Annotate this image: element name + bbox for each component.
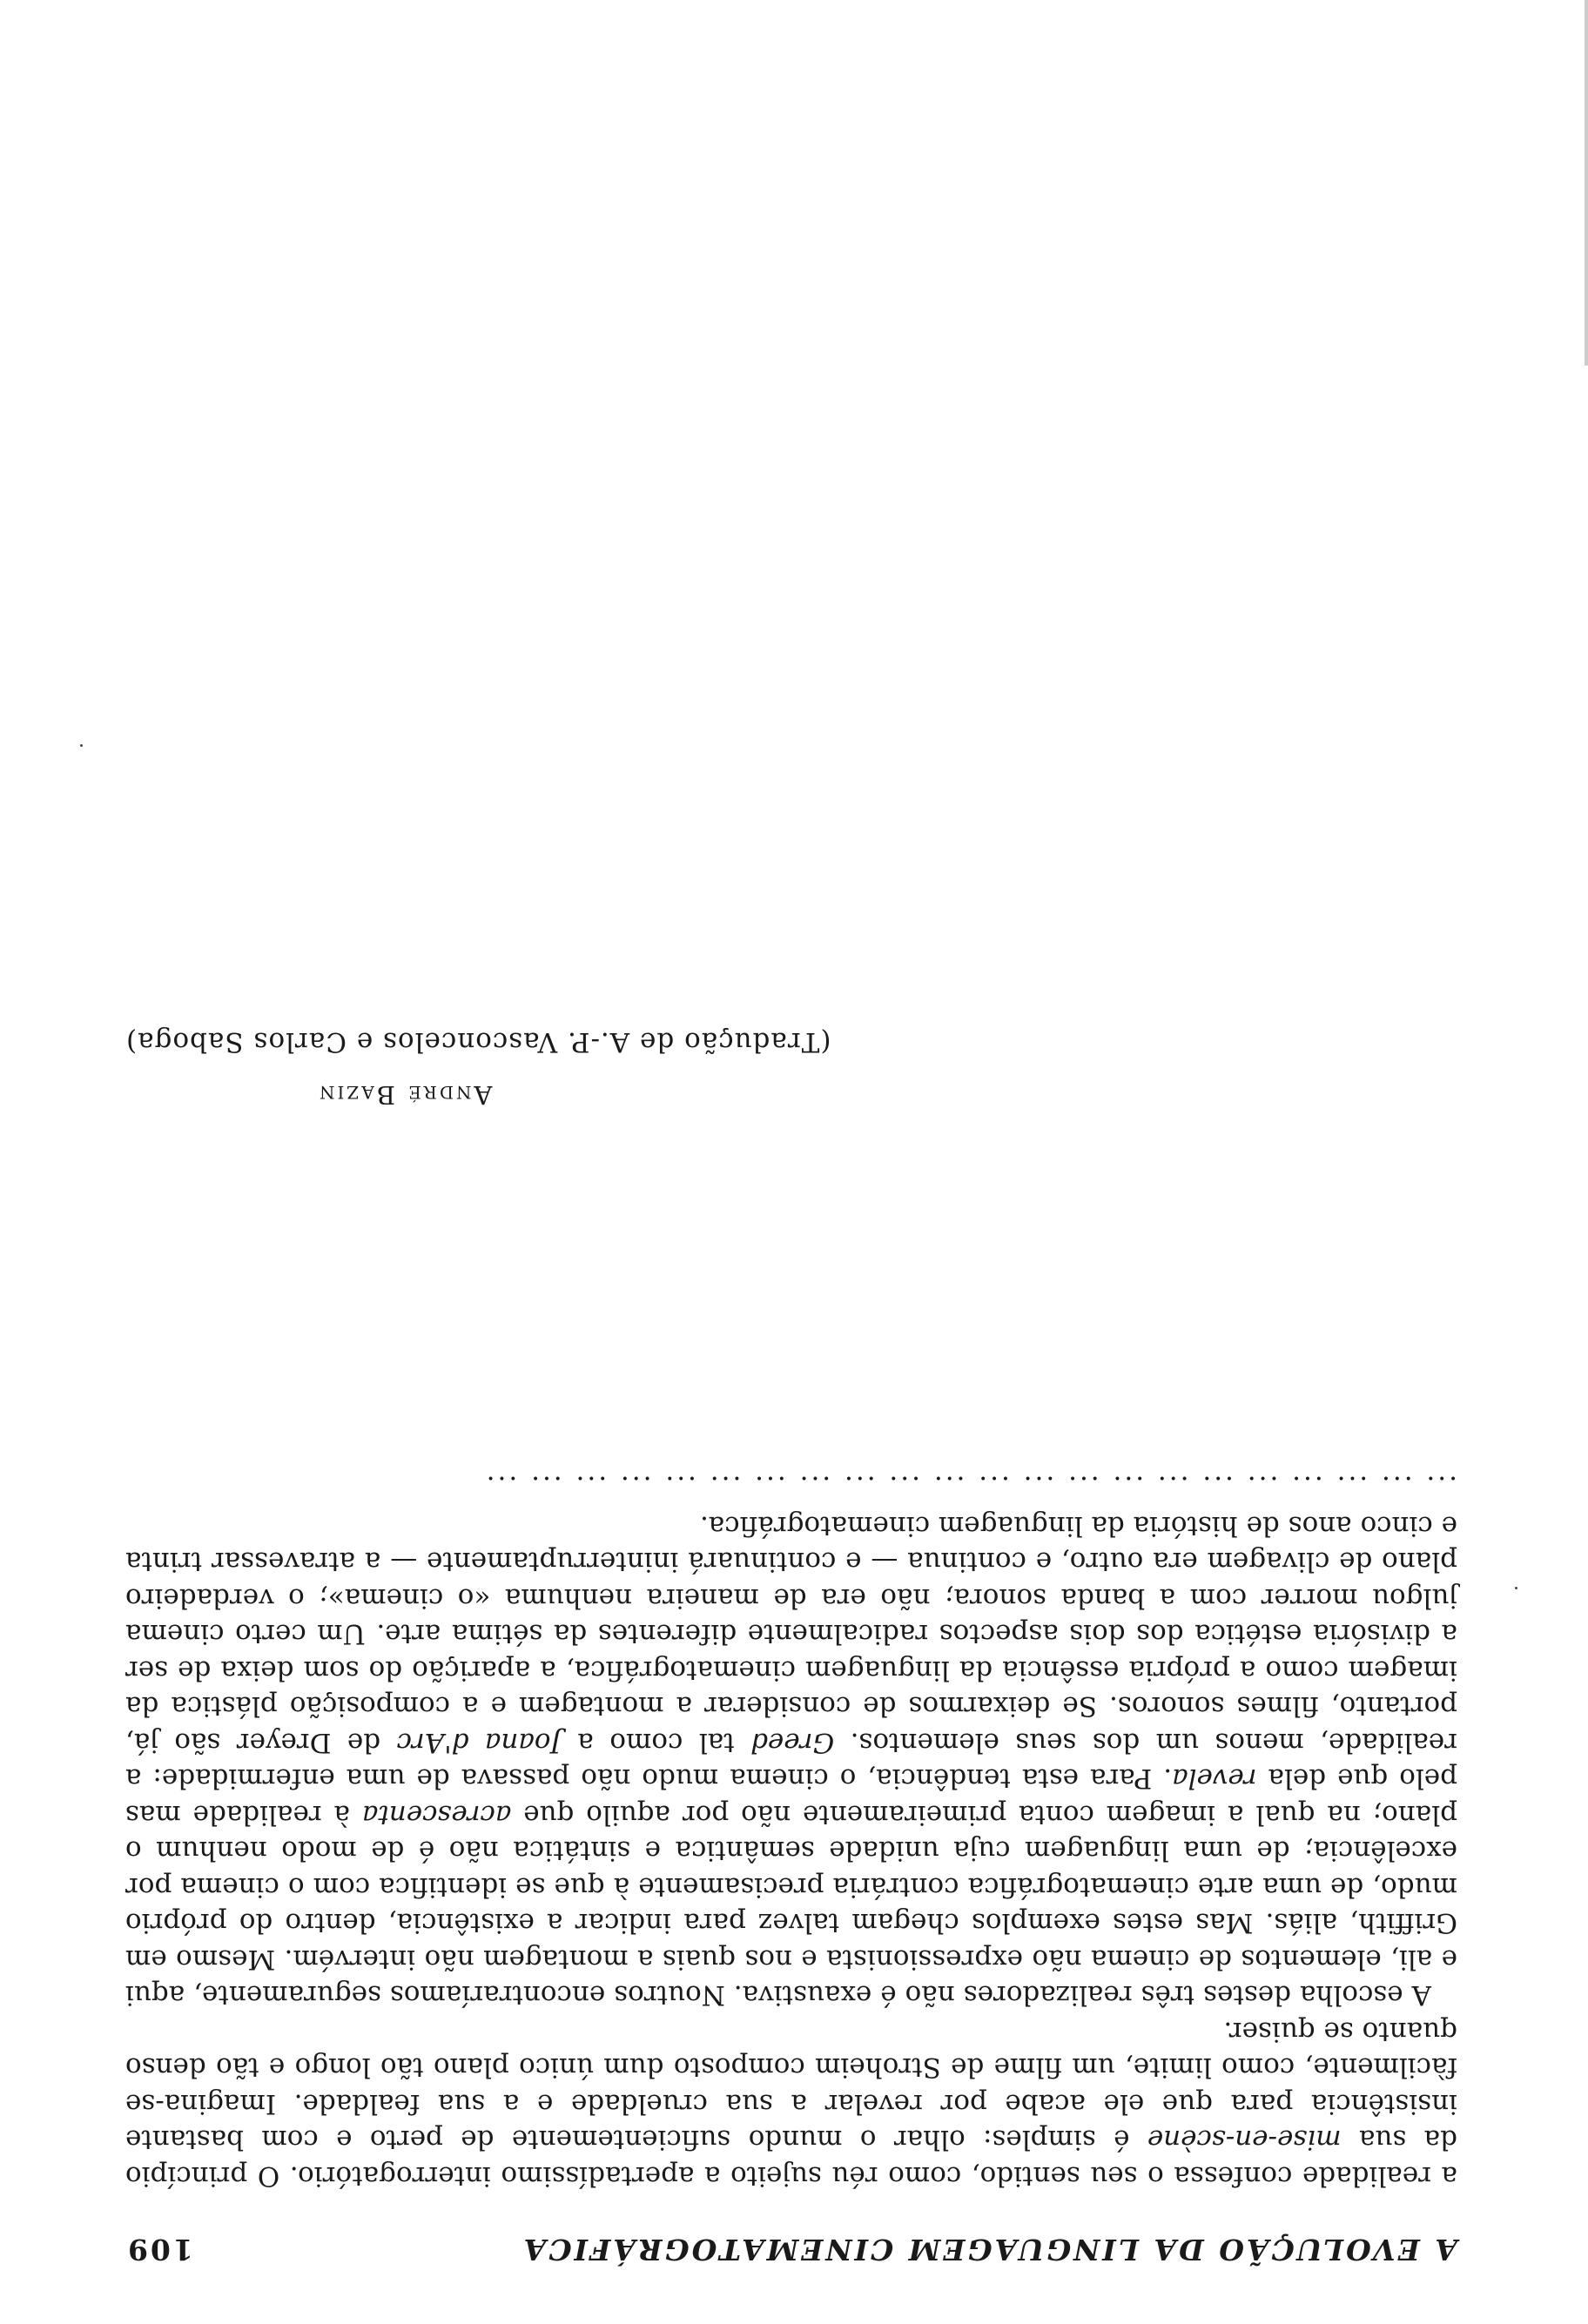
page-number: 109 (125, 2233, 193, 2267)
paragraph (125, 2013, 1457, 2194)
text-run: . Para esta tendência, o cinema mudo não passava de uma enfermidade: a realidade, menos um dos seus elementos. (125, 1727, 1457, 1795)
italic-term: Greed (750, 1727, 835, 1758)
running-title: A EVOLUÇÃO DA LINGUAGEM CINEMATOGRÁFICA (521, 2233, 1457, 2267)
text-run: a realidade confessa o seu sentido, como réu sujeito a apertadíssimo interrogatório. O princípio da sua (125, 2124, 1457, 2192)
text-run: à realidade mas pelo que dela (125, 1763, 1457, 1830)
italic-term: mise-en-scène (1147, 2124, 1342, 2156)
body-text (125, 1468, 1457, 2193)
text-run: de Dreyer são já, portanto, filmes sonoros. Se deixarmos de considerar a montagem e a composição plástica da imagem como a própria essência da linguagem cinematográfica, a aparição do som deixa de ser a divisória estética dos dois aspectos radicalmente diferentes da sétima arte. Um certo cinema julgou morrer com a banda sonora; não era de maneira nenhuma «o cinema»; o verdadeiro plano de clivagem era outro, e continua — e continuará ininterruptamente — a atravessar trinta e cinco anos de história da linguagem cinematográfica. (124, 1510, 1457, 1758)
text-run: A escolha destes três realizadores não é exaustiva. Noutros encontraríamos seguramente, aqui e ali, elementos de cinema não expressionista e nos quais a montagem não intervém. Mesmo em Griffith, aliás. Mas estes exemplos chegam talvez para indicar a existência, dentro do próprio mudo, de uma arte cinematográfica contrária precisamente à que se identifica com o cinema por excelência; de uma linguagem cuja unidade semântica e sintática não é de modo nenhum o plano; na qual a imagem conta primeiramente não por aquilo que (125, 1799, 1457, 2012)
paragraph (125, 1508, 1457, 2013)
author-signature: André Bazin (317, 1080, 493, 1110)
translation-credit: (Tradução de A.-P. Vasconcelos e Carlos Saboga) (125, 1026, 831, 1058)
text-run: tal como a (561, 1727, 751, 1758)
italic-term: acrescenta (361, 1799, 512, 1830)
italic-term: Joana d'Arc (396, 1727, 562, 1758)
italic-term: revela (1172, 1763, 1257, 1795)
text-run: é simples: olhar o mundo suficientemente de perto e com bastante insistência para que ele acabe por revelar a sua crueldade e a sua fealdade. Imagina-se fàcilmente, como limite, um filme de Stroheim composto dum único plano tão longo e tão denso quanto se quiser. (125, 2016, 1457, 2156)
page-header (125, 2214, 1457, 2267)
ellipsis-line: ... ... ... ... ... ... ... ... ... ... ... ... ... ... ... ... ... ... ... ... ... ... (483, 1470, 1457, 1502)
